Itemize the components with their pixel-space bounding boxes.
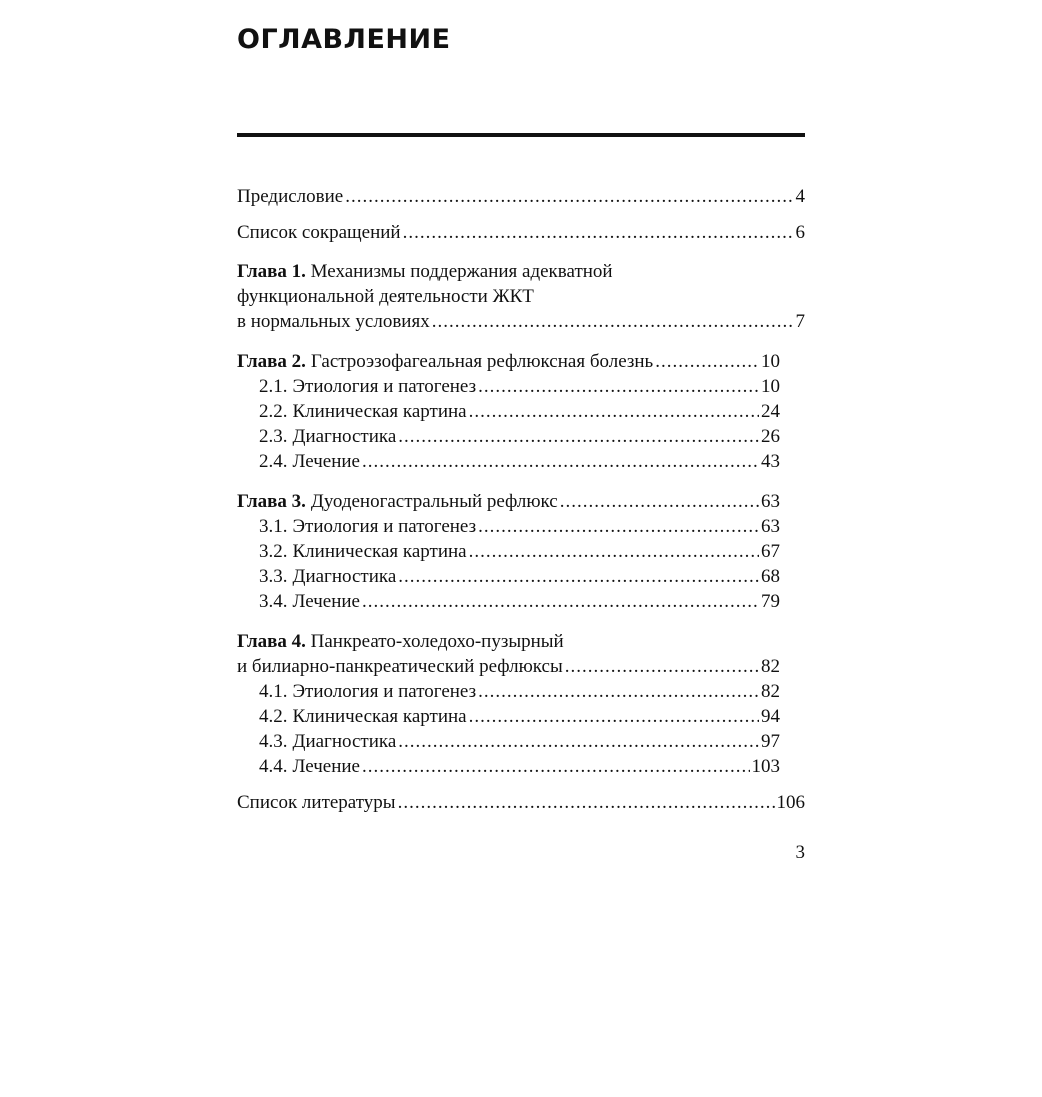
chapter-title: в нормальных условиях xyxy=(237,311,430,332)
toc-entry-page: 103 xyxy=(751,756,780,777)
toc-entry-page: 7 xyxy=(795,311,805,332)
leader-dots xyxy=(478,679,759,704)
leader-dots xyxy=(469,399,759,424)
leader-dots xyxy=(403,220,794,245)
toc-entry-page: 82 xyxy=(761,681,780,702)
toc-section[interactable] xyxy=(237,449,780,474)
chapter-title: и билиарно-панкреатический рефлюксы xyxy=(237,656,563,677)
chapter-title: Дуоденогастральный рефлюкс xyxy=(310,491,558,512)
section-title: Диагностика xyxy=(292,566,397,587)
leader-dots xyxy=(432,309,794,334)
section-number: 3.3. xyxy=(259,566,288,587)
toc-section[interactable] xyxy=(237,424,780,449)
toc-entry-page: 26 xyxy=(761,426,780,447)
toc-entry-title: Предисловие xyxy=(237,186,344,207)
leader-dots xyxy=(469,539,759,564)
toc-section[interactable] xyxy=(237,514,780,539)
chapter-title-final-line xyxy=(237,309,805,334)
toc-entry-title: Список литературы xyxy=(237,792,396,813)
section-number: 3.1. xyxy=(259,516,288,537)
chapter-title: Гастроэзофагеальная рефлюксная болезнь xyxy=(310,351,654,372)
toc-chapter-4[interactable] xyxy=(237,629,805,779)
section-number: 4.2. xyxy=(259,706,288,727)
chapter-title: Панкреато-холедохо-пузырный xyxy=(310,631,564,652)
toc-entry-page: 82 xyxy=(761,656,780,677)
toc-entry-preface[interactable] xyxy=(237,184,805,209)
leader-dots xyxy=(345,184,793,209)
title-rule xyxy=(237,133,805,137)
section-number: 4.1. xyxy=(259,681,288,702)
toc-section[interactable] xyxy=(237,564,780,589)
leader-dots xyxy=(398,424,759,449)
page-number: 3 xyxy=(795,842,805,863)
toc-entry-abbreviations[interactable] xyxy=(237,220,805,245)
chapter-title-final-line xyxy=(237,654,780,679)
leader-dots xyxy=(655,349,759,374)
toc-entry-page: 97 xyxy=(761,731,780,752)
leader-dots xyxy=(560,489,759,514)
section-title: Этиология и патогенез xyxy=(292,516,477,537)
chapter-heading-line xyxy=(237,349,780,374)
section-title: Клиническая картина xyxy=(292,541,467,562)
leader-dots xyxy=(362,589,759,614)
toc-entry-page: 79 xyxy=(761,591,780,612)
toc-chapter-1[interactable] xyxy=(237,259,805,334)
table-of-contents xyxy=(237,184,805,815)
toc-section[interactable] xyxy=(237,399,780,424)
chapter-heading-line xyxy=(237,259,805,284)
page-title: ОГЛАВЛЕНИЕ xyxy=(237,24,451,55)
toc-entry-page: 10 xyxy=(761,376,780,397)
toc-entry-page: 63 xyxy=(761,516,780,537)
chapter-label: Глава 1. xyxy=(237,261,306,282)
section-number: 2.3. xyxy=(259,426,288,447)
section-title: Лечение xyxy=(292,756,360,777)
toc-entry-page: 43 xyxy=(761,451,780,472)
leader-dots xyxy=(362,754,750,779)
toc-section[interactable] xyxy=(237,704,780,729)
toc-entry-page: 67 xyxy=(761,541,780,562)
chapter-heading-line xyxy=(237,489,780,514)
section-title: Этиология и патогенез xyxy=(292,376,477,397)
leader-dots xyxy=(478,514,759,539)
section-number: 2.4. xyxy=(259,451,288,472)
chapter-label: Глава 4. xyxy=(237,631,306,652)
toc-section[interactable] xyxy=(237,679,780,704)
chapter-title: Механизмы поддержания адекватной xyxy=(310,261,613,282)
section-number: 4.4. xyxy=(259,756,288,777)
leader-dots xyxy=(398,790,775,815)
toc-entry-page: 94 xyxy=(761,706,780,727)
toc-entry-title: Список сокращений xyxy=(237,222,401,243)
leader-dots xyxy=(398,729,759,754)
toc-chapter-3[interactable] xyxy=(237,489,805,614)
toc-entry-page: 4 xyxy=(795,186,805,207)
chapter-heading-line xyxy=(237,629,805,654)
toc-section[interactable] xyxy=(237,539,780,564)
section-title: Диагностика xyxy=(292,426,397,447)
section-number: 2.1. xyxy=(259,376,288,397)
section-title: Клиническая картина xyxy=(292,401,467,422)
section-title: Лечение xyxy=(292,591,360,612)
toc-section[interactable] xyxy=(237,589,780,614)
section-number: 4.3. xyxy=(259,731,288,752)
toc-entry-page: 68 xyxy=(761,566,780,587)
leader-dots xyxy=(565,654,759,679)
section-title: Клиническая картина xyxy=(292,706,467,727)
leader-dots xyxy=(469,704,759,729)
section-title: Этиология и патогенез xyxy=(292,681,477,702)
toc-section[interactable] xyxy=(237,729,780,754)
chapter-label: Глава 3. xyxy=(237,491,306,512)
section-number: 3.4. xyxy=(259,591,288,612)
section-number: 2.2. xyxy=(259,401,288,422)
section-title: Лечение xyxy=(292,451,360,472)
toc-entry-references[interactable] xyxy=(237,790,805,815)
toc-chapter-2[interactable] xyxy=(237,349,805,474)
section-number: 3.2. xyxy=(259,541,288,562)
toc-entry-page: 24 xyxy=(761,401,780,422)
toc-entry-page: 63 xyxy=(761,491,780,512)
toc-entry-page: 6 xyxy=(795,222,805,243)
chapter-title-line: функциональной деятельности ЖКТ xyxy=(237,286,534,307)
toc-entry-page: 106 xyxy=(776,792,805,813)
section-title: Диагностика xyxy=(292,731,397,752)
leader-dots xyxy=(398,564,759,589)
leader-dots xyxy=(362,449,759,474)
toc-entry-page: 10 xyxy=(761,351,780,372)
toc-section[interactable] xyxy=(237,754,780,779)
leader-dots xyxy=(478,374,759,399)
toc-section[interactable] xyxy=(237,374,780,399)
chapter-label: Глава 2. xyxy=(237,351,306,372)
